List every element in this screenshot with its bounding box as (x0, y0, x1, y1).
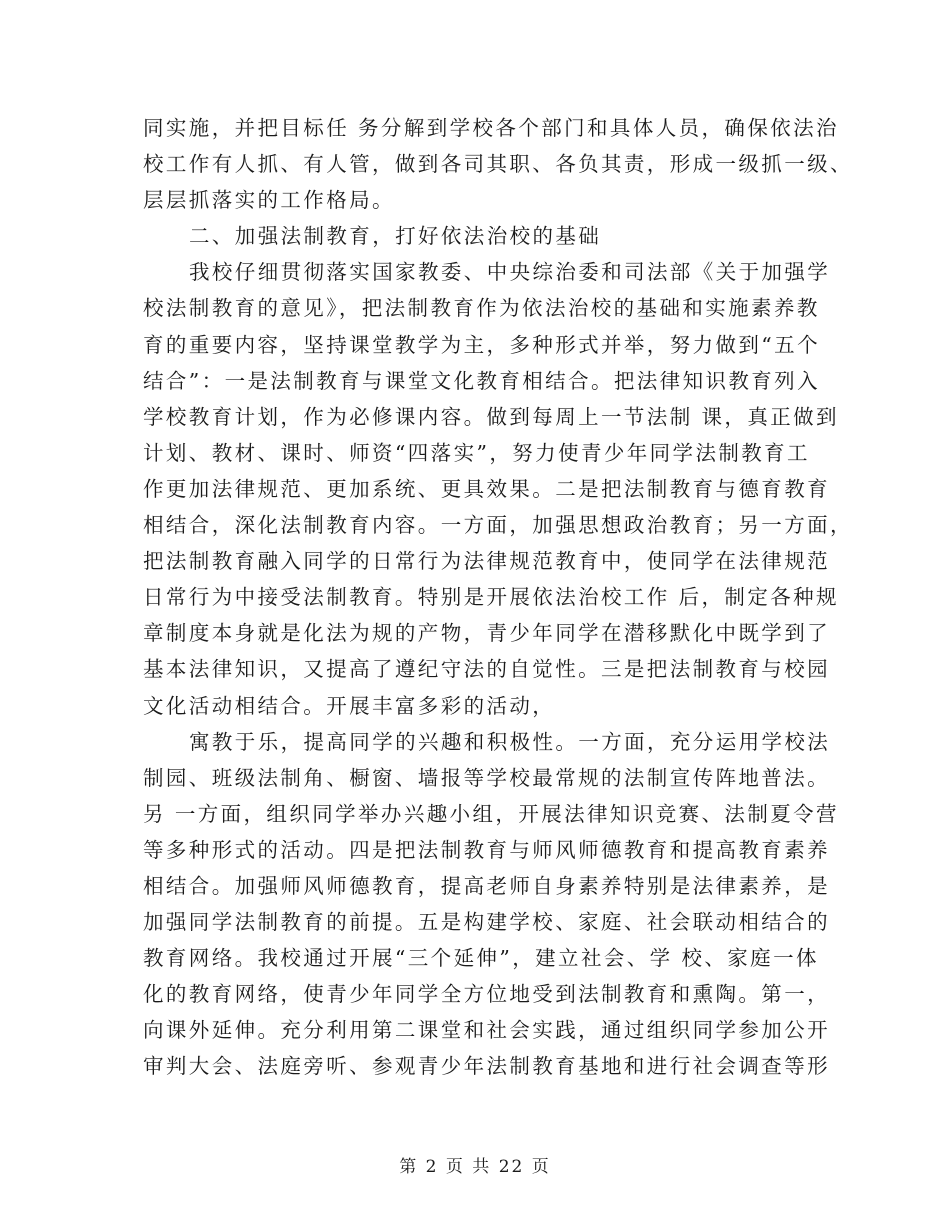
text-line: 作更加法律规范、更加系统、更具效果。二是把法制教育与德育教育 (143, 476, 830, 501)
text-line: 教育网络。我校通过开展“三个延伸”，建立社会、学 校、家庭一体 (143, 946, 819, 971)
text-line: 向课外延伸。充分利用第二课堂和社会实践，通过组织同学参加公开 (143, 1018, 830, 1043)
text-line: 另 一方面，组织同学举办兴趣小组，开展法律知识竞赛、法制夏令营 (143, 801, 839, 826)
text-line: 文化活动相结合。开展丰富多彩的活动， (143, 693, 556, 718)
text-line: 等多种形式的活动。四是把法制教育与师风师德教育和提高教育素养 (143, 837, 830, 862)
text-line: 章制度本身就是化法为规的产物，青少年同学在潜移默化中既学到了 (143, 621, 830, 646)
text-line: 加强同学法制教育的前提。五是构建学校、家庭、社会联动相结合的 (143, 910, 830, 935)
text-line: 审判大会、法庭旁听、参观青少年法制教育基地和进行社会调查等形 (143, 1054, 830, 1079)
text-line: 计划、教材、课时、师资“四落实”，努力使青少年同学法制教育工 (143, 440, 810, 465)
text-line: 制园、班级法制角、橱窗、墙报等学校最常规的法制宣传阵地普法。 (143, 765, 830, 790)
section-heading: 二、加强法制教育，打好依法治校的基础 (189, 224, 602, 249)
text-line: 结合”：一是法制教育与课堂文化教育相结合。把法律知识教育列入 (143, 368, 820, 393)
text-line: 层层抓落实的工作格局。 (143, 188, 395, 213)
text-line: 把法制教育融入同学的日常行为法律规范教育中，使同学在法律规范 (143, 549, 830, 574)
text-line: 相结合。加强师风师德教育，提高老师自身素养特别是法律素养，是 (143, 873, 830, 898)
text-line: 校法制教育的意见》，把法制教育作为依法治校的基础和实施素养教 (143, 296, 820, 321)
text-line: 同实施，并把目标任 务分解到学校各个部门和具体人员，确保依法治 (143, 116, 839, 140)
text-line: 我校仔细贯彻落实国家教委、中央综治委和司法部《关于加强学 (189, 260, 831, 285)
text-line: 相结合，深化法制教育内容。一方面，加强思想政治教育；另一方面， (143, 513, 853, 538)
text-line: 化的教育网络，使青少年同学全方位地受到法制教育和熏陶。第一， (143, 982, 830, 1007)
page-number-footer: 第 2 页 共 22 页 (399, 1157, 551, 1177)
body-text (143, 110, 853, 1085)
text-line: 日常行为中接受法制教育。特别是开展依法治校工作 后，制定各种规 (143, 585, 839, 610)
text-line: 学校教育计划，作为必修课内容。做到每周上一节法制 课，真正做到 (143, 404, 839, 429)
text-line: 基本法律知识，又提高了遵纪守法的自觉性。三是把法制教育与校园 (143, 657, 830, 682)
text-line: 校工作有人抓、有人管，做到各司其职、各负其责，形成一级抓一级、 (143, 152, 853, 177)
text-line: 育的重要内容，坚持课堂教学为主，多种形式并举，努力做到“五个 (143, 332, 820, 357)
text-line: 寓教于乐，提高同学的兴趣和积极性。一方面，充分运用学校法 (189, 729, 831, 754)
